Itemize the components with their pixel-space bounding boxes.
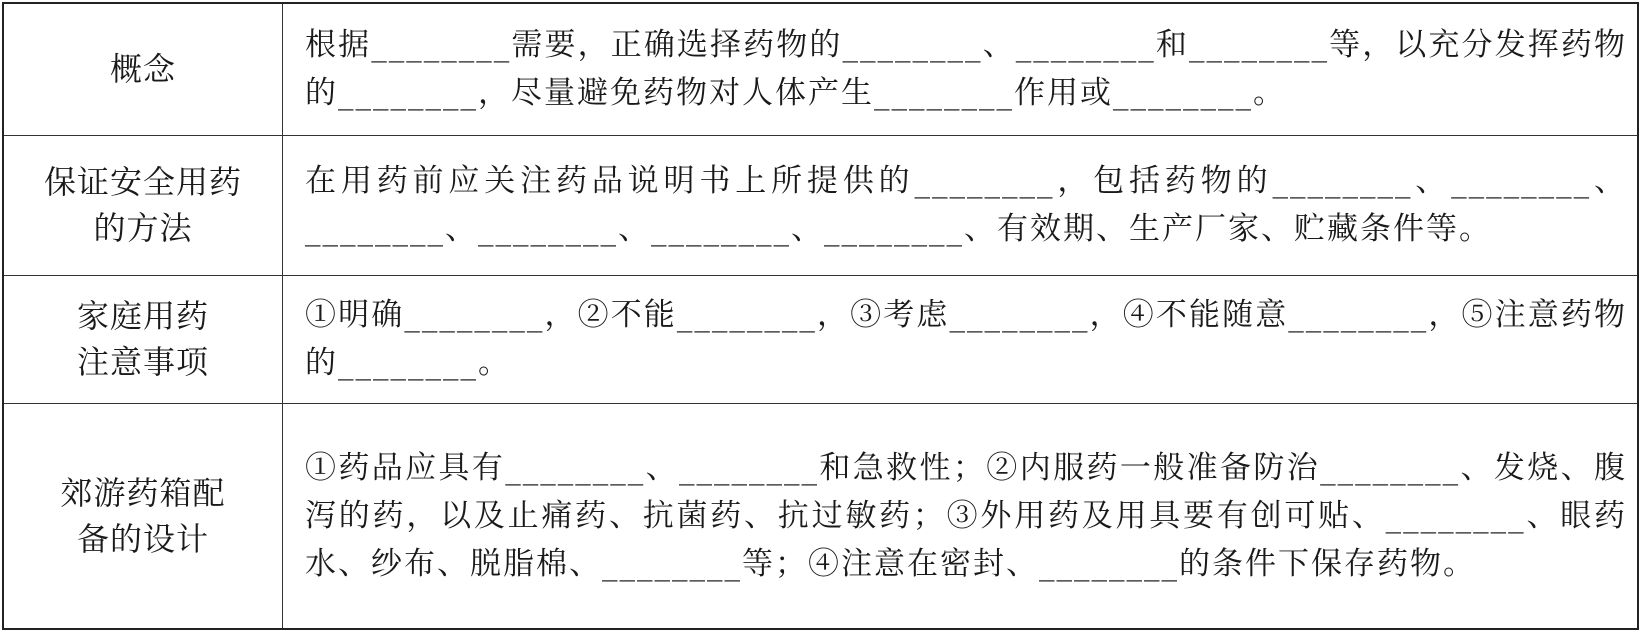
row-label-text: 郊游药箱配备的设计	[60, 473, 226, 558]
table-row	[4, 275, 1637, 403]
row-label-text: 家庭用药注意事项	[76, 297, 209, 381]
row-label-home-use	[4, 275, 283, 403]
table-row	[4, 4, 1637, 135]
table-row	[4, 403, 1637, 628]
row-content-concept: 根据________需要，正确选择药物的________、________和________等，以充分发挥药物的________，尽量避免药物对人体产生________作用或________。	[283, 4, 1638, 135]
table-row	[4, 135, 1637, 275]
row-content-outing-kit: ①药品应具有________、________和急救性；②内服药一般准备防治________、发烧、腹泻的药，以及止痛药、抗菌药、抗过敏药；③外用药及用具要有创可贴、________、眼药水、纱布、脱脂棉、________等；④注意在密封、________的条件下保存药物。	[283, 403, 1638, 628]
row-label-outing-kit	[4, 403, 283, 628]
medication-table-frame	[2, 2, 1639, 630]
row-content-home-use: ①明确________，②不能________，③考虑________，④不能随意________，⑤注意药物的________。	[283, 275, 1638, 403]
row-label-concept: 概念	[4, 4, 283, 135]
row-content-safe-method: 在用药前应关注药品说明书上所提供的________，包括药物的________、________、________、________、________、________、有效期、生产厂家、贮藏条件等。	[283, 135, 1638, 275]
medication-knowledge-table	[4, 4, 1637, 628]
row-label-safe-method	[4, 135, 283, 275]
row-label-text: 保证安全用药的方法	[43, 163, 242, 247]
